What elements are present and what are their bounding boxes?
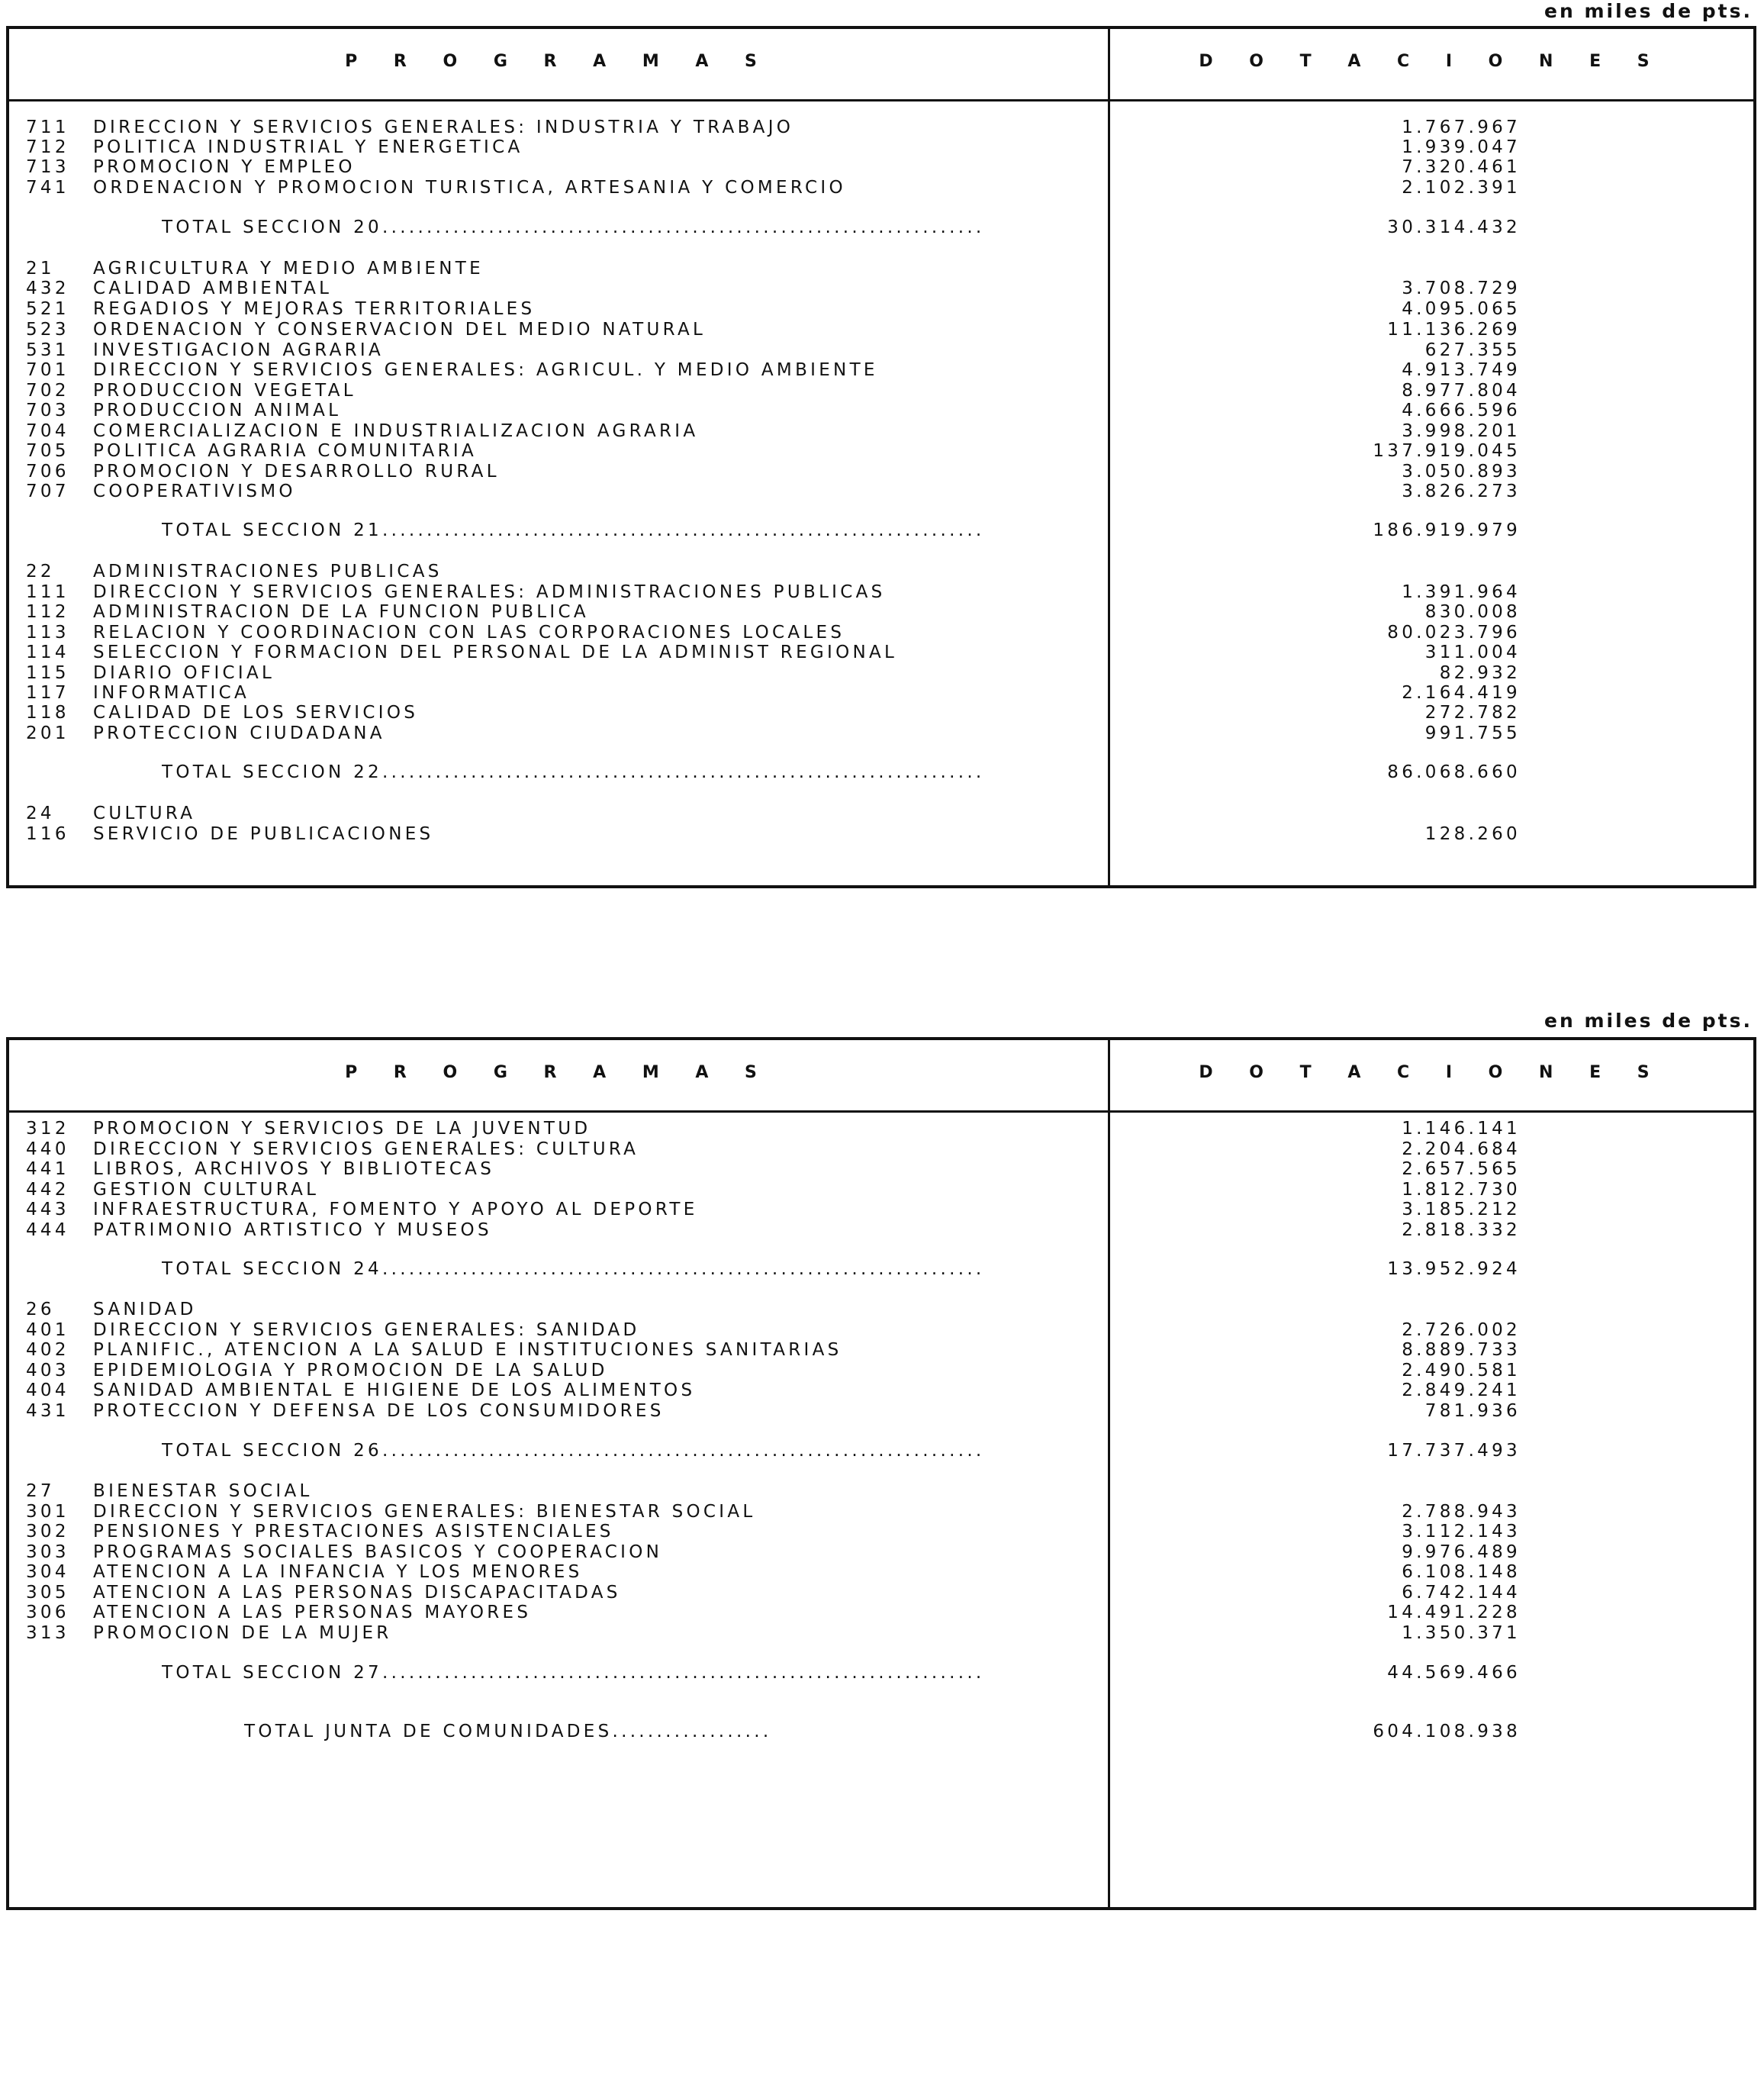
program-code: 26 [26,1300,55,1319]
grand-total-row [9,1722,1753,1743]
program-name: PLANIFIC., ATENCION A LA SALUD E INSTITUCIONES SANITARIAS [93,1340,842,1360]
program-name: GESTION CULTURAL [93,1180,320,1200]
program-name: ORDENACION Y PROMOCION TURISTICA, ARTESANIA Y COMERCIO [93,178,846,198]
program-name: REGADIOS Y MEJORAS TERRITORIALES [93,299,536,319]
program-name: LIBROS, ARCHIVOS Y BIBLIOTECAS [93,1159,495,1179]
allocation-amount: 8.889.733 [1402,1340,1521,1360]
allocation-amount: 1.350.371 [1402,1623,1521,1643]
table-row [9,441,1753,462]
program-code: 305 [26,1583,69,1603]
table-row [9,178,1753,199]
program-code: 712 [26,137,69,157]
table-row [9,562,1753,583]
program-name: EPIDEMIOLOGIA Y PROMOCION DE LA SALUD [93,1361,608,1381]
program-code: 27 [26,1481,55,1501]
table-row [9,683,1753,704]
allocation-amount: 3.708.729 [1402,279,1521,298]
unit-label-bottom: en miles de pts. [1544,1010,1753,1032]
table-row [9,703,1753,724]
table-row [9,1502,1753,1523]
allocation-amount: 4.666.596 [1402,401,1521,420]
allocation-amount: 3.185.212 [1402,1200,1521,1219]
allocation-amount: 3.112.143 [1402,1522,1521,1542]
program-code: 521 [26,299,69,319]
table-row [9,1603,1753,1624]
program-name: DIRECCION Y SERVICIOS GENERALES: INDUSTRIA Y TRABAJO [93,118,794,137]
program-name: PROMOCION Y EMPLEO [93,157,356,177]
program-code: 713 [26,157,69,177]
programs-column-header: P R O G R A M A S [345,52,772,71]
table-row [9,1200,1753,1221]
program-code: 116 [26,824,69,844]
program-name: ADMINISTRACION DE LA FUNCION PUBLICA [93,602,589,622]
program-code: 301 [26,1502,69,1522]
program-name: ATENCION A LAS PERSONAS DISCAPACITADAS [93,1583,621,1603]
program-name: POLITICA INDUSTRIAL Y ENERGETICA [93,137,523,157]
program-name: DIARIO OFICIAL [93,663,275,683]
budget-panel-1 [6,26,1756,888]
table-row [9,421,1753,443]
program-name: COOPERATIVISMO [93,482,296,501]
program-name: PRODUCCION VEGETAL [93,381,356,401]
program-code: 302 [26,1522,69,1542]
allocation-amount: 82.932 [1439,663,1521,683]
program-code: 313 [26,1623,69,1643]
allocation-amount: 2.490.581 [1402,1361,1521,1381]
program-code: 441 [26,1159,69,1179]
program-name: INFORMATICA [93,683,250,703]
total-label: TOTAL SECCION 26.................................................................... [162,1441,985,1461]
table-row [9,1180,1753,1201]
program-code: 442 [26,1180,69,1200]
allocation-amount: 17.737.493 [1387,1441,1521,1461]
allocations-column-header: D O T A C I O N E S [1199,52,1665,71]
allocation-amount: 7.320.461 [1402,157,1521,177]
program-code: 702 [26,381,69,401]
program-code: 432 [26,279,69,298]
allocation-amount: 4.913.749 [1402,360,1521,380]
allocation-amount: 128.260 [1424,824,1521,844]
table-row [9,1381,1753,1402]
table-header [9,1040,1753,1113]
table-row [9,340,1753,362]
program-name: CALIDAD AMBIENTAL [93,279,333,298]
table-row [9,279,1753,300]
section-total-row [9,1663,1753,1684]
table-row [9,381,1753,402]
table-row [9,482,1753,503]
program-name: ATENCION A LA INFANCIA Y LOS MENORES [93,1562,583,1582]
table-row [9,1481,1753,1503]
allocation-amount: 2.164.419 [1402,683,1521,703]
table-row [9,1300,1753,1321]
program-name: ADMINISTRACIONES PUBLICAS [93,562,443,582]
program-code: 306 [26,1603,69,1622]
allocation-amount: 2.788.943 [1402,1502,1521,1522]
program-name: DIRECCION Y SERVICIOS GENERALES: BIENESTAR SOCIAL [93,1502,756,1522]
program-code: 711 [26,118,69,137]
program-code: 111 [26,582,69,602]
program-name: DIRECCION Y SERVICIOS GENERALES: CULTURA [93,1139,639,1159]
program-name: PROMOCION DE LA MUJER [93,1623,392,1643]
table-row [9,824,1753,846]
budget-panel-2 [6,1037,1756,1910]
program-code: 22 [26,562,55,582]
total-label: TOTAL SECCION 24.................................................................... [162,1259,985,1279]
allocation-amount: 272.782 [1424,703,1521,723]
unit-label-top: en miles de pts. [1544,0,1753,22]
allocation-amount: 80.023.796 [1387,623,1521,643]
table-row [9,1220,1753,1242]
program-code: 701 [26,360,69,380]
program-name: ORDENACION Y CONSERVACION DEL MEDIO NATURAL [93,320,707,340]
allocation-amount: 2.818.332 [1402,1220,1521,1240]
table-row [9,663,1753,685]
program-code: 531 [26,340,69,360]
allocation-amount: 14.491.228 [1387,1603,1521,1622]
table-row [9,582,1753,604]
allocation-amount: 781.936 [1424,1401,1521,1421]
total-label: TOTAL JUNTA DE COMUNIDADES.................. [244,1722,772,1741]
programs-column-header: P R O G R A M A S [345,1063,772,1082]
table-row [9,623,1753,644]
section-total-row [9,1259,1753,1281]
allocation-amount: 1.939.047 [1402,137,1521,157]
program-code: 705 [26,441,69,461]
allocation-amount: 2.657.565 [1402,1159,1521,1179]
allocation-amount: 137.919.045 [1373,441,1521,461]
section-total-row [9,217,1753,239]
program-name: INVESTIGACION AGRARIA [93,340,385,360]
table-row [9,1623,1753,1645]
table-row [9,320,1753,341]
table-row [9,137,1753,159]
table-row [9,1139,1753,1161]
total-label: TOTAL SECCION 27.................................................................... [162,1663,985,1683]
program-name: DIRECCION Y SERVICIOS GENERALES: SANIDAD [93,1320,640,1340]
program-code: 431 [26,1401,69,1421]
table-row [9,1562,1753,1583]
allocation-amount: 4.095.065 [1402,299,1521,319]
program-code: 443 [26,1200,69,1219]
allocation-amount: 13.952.924 [1387,1259,1521,1279]
table-row [9,1583,1753,1604]
table-row [9,360,1753,382]
program-name: CALIDAD DE LOS SERVICIOS [93,703,419,723]
table-row [9,299,1753,321]
program-name: PROTECCION Y DEFENSA DE LOS CONSUMIDORES [93,1401,665,1421]
program-code: 523 [26,320,69,340]
allocation-amount: 1.812.730 [1402,1180,1521,1200]
program-code: 114 [26,643,69,662]
program-name: SELECCION Y FORMACION DEL PERSONAL DE LA ADMINIST REGIONAL [93,643,898,662]
total-label: TOTAL SECCION 20.................................................................... [162,217,985,237]
allocation-amount: 11.136.269 [1387,320,1521,340]
program-code: 312 [26,1119,69,1139]
program-name: SERVICIO DE PUBLICACIONES [93,824,434,844]
allocation-amount: 1.146.141 [1402,1119,1521,1139]
program-code: 404 [26,1381,69,1400]
table-row [9,118,1753,139]
total-label: TOTAL SECCION 21.................................................................... [162,520,985,540]
allocation-amount: 830.008 [1424,602,1521,622]
table-row [9,804,1753,825]
program-code: 704 [26,421,69,441]
table-row [9,602,1753,623]
allocation-amount: 30.314.432 [1387,217,1521,237]
program-name: ATENCION A LAS PERSONAS MAYORES [93,1603,532,1622]
program-code: 118 [26,703,69,723]
table-row [9,723,1753,745]
allocation-amount: 9.976.489 [1402,1542,1521,1562]
section-total-row [9,520,1753,542]
allocation-amount: 3.826.273 [1402,482,1521,501]
program-code: 706 [26,462,69,482]
allocation-amount: 2.102.391 [1402,178,1521,198]
allocation-amount: 3.998.201 [1402,421,1521,441]
table-row [9,1522,1753,1543]
program-name: PROMOCION Y SERVICIOS DE LA JUVENTUD [93,1119,591,1139]
program-name: PENSIONES Y PRESTACIONES ASISTENCIALES [93,1522,614,1542]
table-row [9,1340,1753,1361]
table-row [9,259,1753,280]
program-code: 21 [26,259,55,279]
allocation-amount: 2.726.002 [1402,1320,1521,1340]
program-code: 112 [26,602,69,622]
table-row [9,1119,1753,1140]
allocation-amount: 6.742.144 [1402,1583,1521,1603]
program-code: 703 [26,401,69,420]
program-name: DIRECCION Y SERVICIOS GENERALES: ADMINISTRACIONES PUBLICAS [93,582,886,602]
program-code: 115 [26,663,69,683]
program-name: CULTURA [93,804,196,823]
program-code: 403 [26,1361,69,1381]
section-total-row [9,1441,1753,1462]
table-row [9,1401,1753,1422]
program-code: 440 [26,1139,69,1159]
table-header [9,29,1753,101]
program-name: DIRECCION Y SERVICIOS GENERALES: AGRICUL. Y MEDIO AMBIENTE [93,360,878,380]
table-row [9,462,1753,483]
allocations-column-header: D O T A C I O N E S [1199,1063,1665,1082]
program-name: INFRAESTRUCTURA, FOMENTO Y APOYO AL DEPORTE [93,1200,698,1219]
program-name: AGRICULTURA Y MEDIO AMBIENTE [93,259,484,279]
table-row [9,1361,1753,1382]
program-code: 304 [26,1562,69,1582]
allocation-amount: 6.108.148 [1402,1562,1521,1582]
program-code: 444 [26,1220,69,1240]
allocation-amount: 2.204.684 [1402,1139,1521,1159]
program-name: PROMOCION Y DESARROLLO RURAL [93,462,500,482]
program-code: 117 [26,683,69,703]
program-name: PRODUCCION ANIMAL [93,401,342,420]
program-name: PROGRAMAS SOCIALES BASICOS Y COOPERACION [93,1542,663,1562]
program-name: RELACION Y COORDINACION CON LAS CORPORACIONES LOCALES [93,623,845,643]
program-code: 201 [26,723,69,743]
allocation-amount: 311.004 [1424,643,1521,662]
program-name: COMERCIALIZACION E INDUSTRIALIZACION AGRARIA [93,421,699,441]
program-name: SANIDAD [93,1300,197,1319]
program-name: PATRIMONIO ARTISTICO Y MUSEOS [93,1220,492,1240]
allocation-amount: 8.977.804 [1402,381,1521,401]
table-row [9,1159,1753,1181]
allocation-amount: 86.068.660 [1387,762,1521,782]
allocation-amount: 1.391.964 [1402,582,1521,602]
program-code: 741 [26,178,69,198]
table-row [9,1542,1753,1564]
table-row [9,401,1753,422]
allocation-amount: 1.767.967 [1402,118,1521,137]
program-name: BIENESTAR SOCIAL [93,1481,313,1501]
program-code: 402 [26,1340,69,1360]
program-name: SANIDAD AMBIENTAL E HIGIENE DE LOS ALIMENTOS [93,1381,696,1400]
allocation-amount: 627.355 [1424,340,1521,360]
program-code: 303 [26,1542,69,1562]
table-row [9,157,1753,179]
allocation-amount: 604.108.938 [1373,1722,1521,1741]
program-code: 24 [26,804,55,823]
allocation-amount: 44.569.466 [1387,1663,1521,1683]
section-total-row [9,762,1753,784]
table-row [9,643,1753,664]
allocation-amount: 991.755 [1424,723,1521,743]
program-code: 401 [26,1320,69,1340]
allocation-amount: 186.919.979 [1373,520,1521,540]
program-name: POLITICA AGRARIA COMUNITARIA [93,441,477,461]
total-label: TOTAL SECCION 22.................................................................... [162,762,985,782]
program-name: PROTECCION CIUDADANA [93,723,385,743]
allocation-amount: 2.849.241 [1402,1381,1521,1400]
table-row [9,1320,1753,1342]
program-code: 113 [26,623,69,643]
program-code: 707 [26,482,69,501]
allocation-amount: 3.050.893 [1402,462,1521,482]
